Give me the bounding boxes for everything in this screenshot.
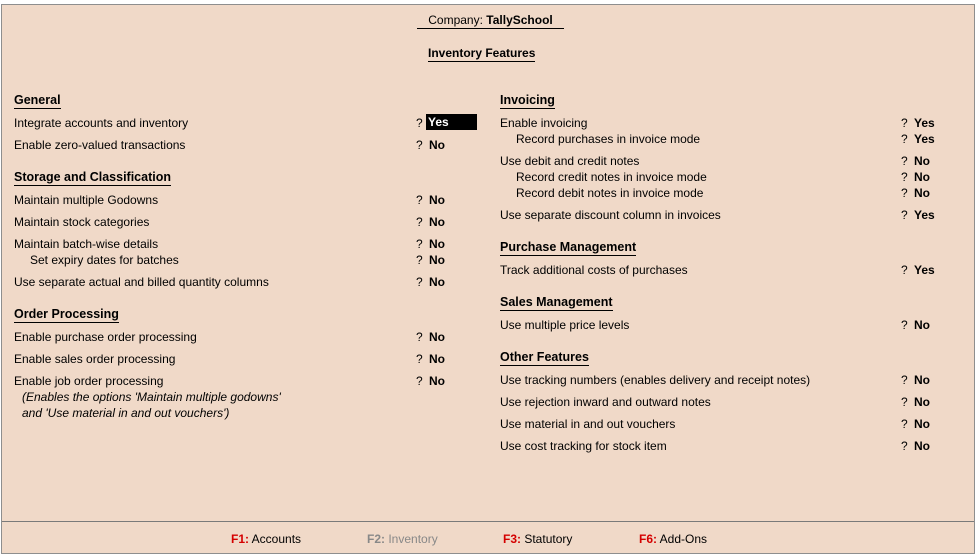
batch-details-field[interactable]: No	[429, 237, 445, 251]
stock-categories-field[interactable]: No	[429, 215, 445, 229]
section-storage-heading: Storage and Classification	[14, 170, 171, 184]
credit-notes-invoice-label: Record credit notes in invoice mode	[516, 170, 707, 184]
section-invoicing-heading: Invoicing	[500, 93, 555, 107]
debit-notes-invoice-label: Record debit notes in invoice mode	[516, 186, 704, 200]
additional-costs-label: Track additional costs of purchases	[500, 263, 688, 277]
section-general-heading: General	[14, 93, 61, 107]
zero-valued-field[interactable]: No	[429, 138, 445, 152]
expiry-dates-field[interactable]: No	[429, 253, 445, 267]
question-mark: ?	[901, 116, 908, 130]
section-order-heading: Order Processing	[14, 307, 119, 321]
footer-divider	[2, 521, 974, 522]
cost-tracking-field[interactable]: No	[914, 439, 930, 453]
debit-credit-notes-field[interactable]: No	[914, 154, 930, 168]
question-mark: ?	[901, 373, 908, 387]
discount-column-label: Use separate discount column in invoices	[500, 208, 721, 222]
job-order-label: Enable job order processing	[14, 374, 164, 388]
godowns-field[interactable]: No	[429, 193, 445, 207]
question-mark: ?	[901, 263, 908, 277]
credit-notes-invoice-field[interactable]: No	[914, 170, 930, 184]
question-mark: ?	[416, 138, 423, 152]
zero-valued-label: Enable zero-valued transactions	[14, 138, 186, 152]
record-purchases-label: Record purchases in invoice mode	[516, 132, 701, 146]
price-levels-label: Use multiple price levels	[500, 318, 630, 332]
question-mark: ?	[416, 193, 423, 207]
job-order-field[interactable]: No	[429, 374, 445, 388]
question-mark: ?	[416, 116, 423, 130]
integrate-accounts-label: Integrate accounts and inventory	[14, 116, 189, 130]
question-mark: ?	[416, 237, 423, 251]
question-mark: ?	[416, 330, 423, 344]
enable-invoicing-label: Enable invoicing	[500, 116, 588, 130]
sales-order-label: Enable sales order processing	[14, 352, 176, 366]
f1-accounts-button[interactable]: F1: Accounts	[231, 532, 302, 546]
page-title: Inventory Features	[428, 46, 536, 60]
sales-order-field[interactable]: No	[429, 352, 445, 366]
question-mark: ?	[901, 318, 908, 332]
material-vouchers-field[interactable]: No	[914, 417, 930, 431]
godowns-label: Maintain multiple Godowns	[14, 193, 159, 207]
question-mark: ?	[416, 352, 423, 366]
question-mark: ?	[901, 395, 908, 409]
purchase-order-label: Enable purchase order processing	[14, 330, 197, 344]
section-other-features-heading: Other Features	[500, 350, 589, 364]
question-mark: ?	[416, 253, 423, 267]
actual-billed-field[interactable]: No	[429, 275, 445, 289]
f2-inventory-button[interactable]: F2: Inventory	[367, 532, 438, 546]
question-mark: ?	[901, 170, 908, 184]
company-name: Company: TallySchool	[417, 13, 564, 29]
purchase-order-field[interactable]: No	[429, 330, 445, 344]
section-purchase-mgmt-heading: Purchase Management	[500, 240, 637, 254]
question-mark: ?	[901, 132, 908, 146]
f3-statutory-button[interactable]: F3: Statutory	[503, 532, 573, 546]
f6-addons-button[interactable]: F6: Add-Ons	[639, 532, 708, 546]
debit-notes-invoice-field[interactable]: No	[914, 186, 930, 200]
debit-credit-notes-label: Use debit and credit notes	[500, 154, 640, 168]
tracking-numbers-field[interactable]: No	[914, 373, 930, 387]
job-order-note-line1: (Enables the options 'Maintain multiple godowns'	[22, 390, 281, 404]
record-purchases-field[interactable]: Yes	[914, 132, 935, 146]
cost-tracking-label: Use cost tracking for stock item	[500, 439, 667, 453]
tracking-numbers-label: Use tracking numbers (enables delivery and receipt notes)	[500, 373, 811, 387]
question-mark: ?	[416, 275, 423, 289]
batch-details-label: Maintain batch-wise details	[14, 237, 159, 251]
rejection-notes-field[interactable]: No	[914, 395, 930, 409]
section-sales-mgmt-heading: Sales Management	[500, 295, 613, 309]
discount-column-field[interactable]: Yes	[914, 208, 935, 222]
question-mark: ?	[416, 215, 423, 229]
price-levels-field[interactable]: No	[914, 318, 930, 332]
additional-costs-field[interactable]: Yes	[914, 263, 935, 277]
question-mark: ?	[901, 186, 908, 200]
expiry-dates-label: Set expiry dates for batches	[30, 253, 179, 267]
enable-invoicing-field[interactable]: Yes	[914, 116, 935, 130]
material-vouchers-label: Use material in and out vouchers	[500, 417, 676, 431]
stock-categories-label: Maintain stock categories	[14, 215, 150, 229]
question-mark: ?	[901, 154, 908, 168]
features-panel	[1, 4, 975, 554]
rejection-notes-label: Use rejection inward and outward notes	[500, 395, 711, 409]
job-order-note-line2: and 'Use material in and out vouchers')	[22, 406, 230, 420]
integrate-accounts-field[interactable]: Yes	[426, 115, 477, 129]
question-mark: ?	[901, 208, 908, 222]
question-mark: ?	[416, 374, 423, 388]
question-mark: ?	[901, 439, 908, 453]
actual-billed-label: Use separate actual and billed quantity columns	[14, 275, 269, 289]
question-mark: ?	[901, 417, 908, 431]
